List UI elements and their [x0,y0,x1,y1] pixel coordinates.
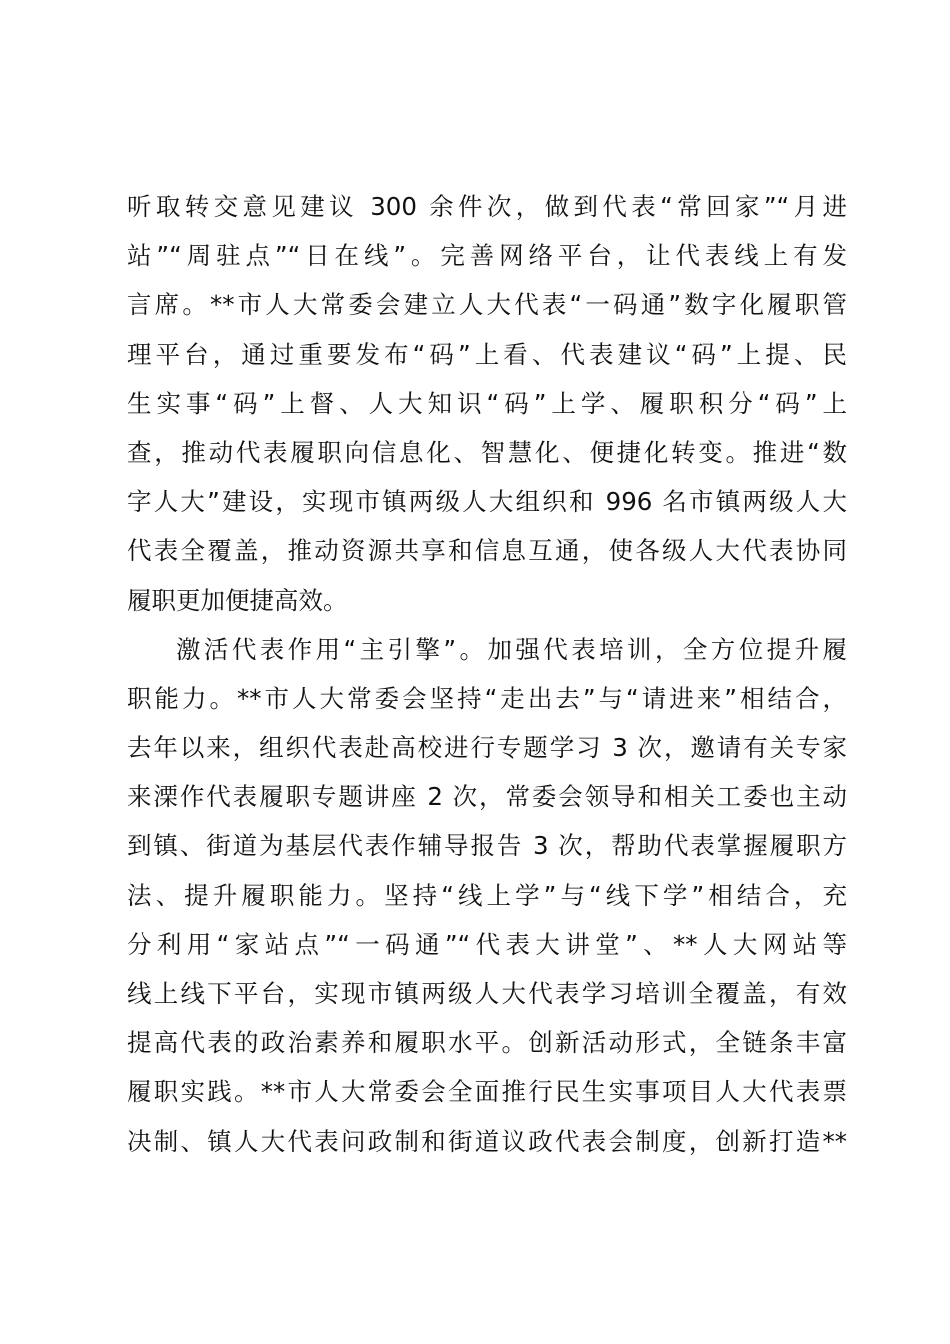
text-line: 生实事“码”上督、人大知识“码”上学、履职积分“码”上 [127,388,847,418]
text-line: 听取转交意见建议 300 余件次，做到代表“常回家”“月进 [127,192,847,221]
text-line: 查，推动代表履职向信息化、智慧化、便捷化转变。推进“数 [127,437,847,467]
text-line: 到镇、街道为基层代表作辅导报告 3 次，帮助代表掌握履职方 [127,831,847,861]
text-line: 理平台，通过重要发布“码”上看、代表建议“码”上提、民 [127,339,847,369]
text-line: 决制、镇人大代表问政制和街道议政代表会制度，创新打造** [127,1126,847,1156]
text-line: 履职实践。**市人大常委会全面推行民生实事项目人大代表票 [127,1077,847,1107]
text-line: 站”“周驻点”“日在线”。完善网络平台，让代表线上有发 [127,241,847,271]
text-line-paragraph-start: 激活代表作用“主引擎”。加强代表培训，全方位提升履 [176,634,847,664]
text-line: 去年以来，组织代表赴高校进行专题学习 3 次，邀请有关专家 [127,733,847,763]
body-text [127,182,847,1166]
text-line: 代表全覆盖，推动资源共享和信息互通，使各级人大代表协同 [127,536,847,566]
text-line: 字人大”建设，实现市镇两级人大组织和 996 名市镇两级人大 [127,487,847,517]
text-line: 提高代表的政治素养和履职水平。创新活动形式，全链条丰富 [127,1028,847,1058]
text-line: 分利用“家站点”“一码通”“代表大讲堂”、**人大网站等 [127,929,847,959]
text-line: 法、提升履职能力。坚持“线上学”与“线下学”相结合，充 [127,880,847,910]
text-line: 职能力。**市人大常委会坚持“走出去”与“请进来”相结合， [127,683,847,713]
text-line: 线上线下平台，实现市镇两级人大代表学习培训全覆盖，有效 [127,979,847,1008]
text-line-paragraph-end: 履职更加便捷高效。 [127,585,348,615]
text-line: 言席。**市人大常委会建立人大代表“一码通”数字化履职管 [127,290,847,320]
text-line: 来溧作代表履职专题讲座 2 次，常委会领导和相关工委也主动 [127,782,847,812]
